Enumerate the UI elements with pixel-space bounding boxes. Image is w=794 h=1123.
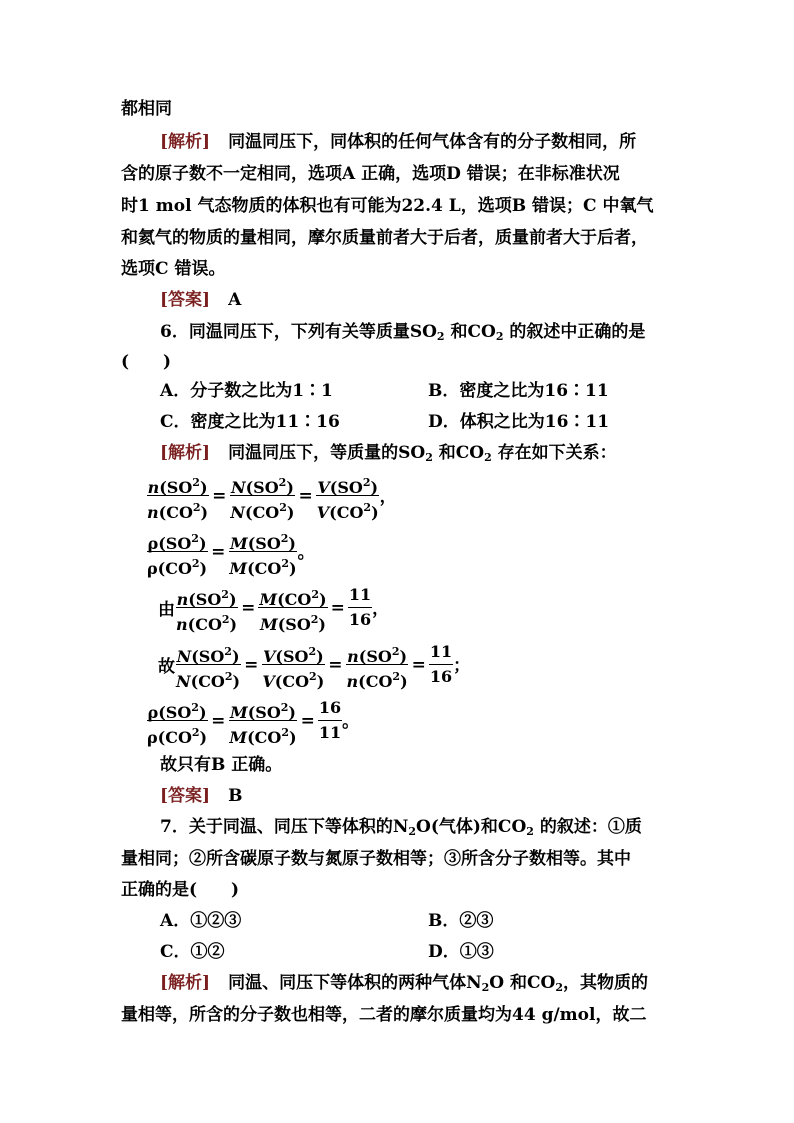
option-c: C．①② [160, 942, 225, 962]
text: 同温同压下，同体积的任何气体含有的分子数相同，所 [228, 132, 637, 152]
text: 同温、同压下等体积的两种气体N [228, 973, 482, 993]
text: 同温同压下，等质量的SO [228, 443, 426, 463]
analysis-tag: [解析] [160, 973, 211, 993]
text: 的叙述中正确的是 [503, 322, 646, 342]
text: O(气体)和CO [416, 817, 527, 837]
equation-5 [146, 696, 359, 745]
text: 故只有B 正确。 [160, 755, 283, 775]
fraction: $\frac{16}{11}$ [318, 698, 342, 742]
analysis-tag: [解析] [160, 443, 211, 463]
subscript: 2 [425, 451, 433, 464]
equals-sign: = [298, 485, 313, 506]
answer-line [160, 785, 242, 809]
fraction: $\frac{n(SO^2)}{n(CO^2)}$ [146, 471, 209, 520]
subscript: 2 [436, 330, 445, 343]
equation-2 [146, 527, 315, 576]
text-line [121, 163, 620, 187]
answer-tag: [答案] [160, 290, 211, 310]
text-line [121, 848, 631, 872]
text-line [121, 879, 239, 903]
fraction: $\frac{N(SO^2)}{N(CO^2)}$ [229, 471, 295, 520]
text-line [121, 227, 648, 251]
fraction: $\frac{M(SO^2)}{M(CO^2)}$ [228, 527, 297, 576]
subscript: 2 [484, 451, 492, 464]
text: 量相等，所含的分子数也相等，二者的摩尔质量均为44 g/mol，故二 [121, 1005, 647, 1025]
option-a: A．①②③ [160, 911, 242, 931]
prefix: 故 [158, 657, 175, 677]
fraction: $\frac{11}{16}$ [348, 585, 372, 629]
analysis-line [160, 442, 617, 466]
question-6 [160, 321, 645, 345]
text: 和CO [432, 443, 485, 463]
fraction: $\frac{V(SO^2)}{V(CO^2)}$ [316, 471, 380, 520]
subscript: 2 [408, 825, 417, 838]
fraction: $\frac{M(CO^2)}{M(SO^2)}$ [258, 583, 327, 632]
text: 都相同 [121, 99, 172, 119]
equals-sign: = [241, 597, 256, 618]
option-b: B．②③ [428, 911, 494, 931]
text: 时1 mol 气态物质的体积也有可能为22.4 L，选项B 错误；C 中氧气 [121, 196, 654, 216]
subscript: 2 [495, 330, 504, 343]
answer-line [160, 289, 241, 313]
text: 正确的是( ) [121, 880, 240, 900]
fraction: $\frac{\rho(SO^2)}{\rho(CO^2)}$ [146, 527, 208, 576]
punctuation: ， [379, 487, 397, 507]
subscript: 2 [481, 981, 490, 994]
analysis-line [160, 972, 648, 996]
option-a: A．分子数之比为1∶1 [160, 381, 333, 401]
text: ( ) [121, 352, 172, 372]
punctuation: ； [453, 656, 471, 676]
text-line [121, 195, 653, 219]
equals-sign: = [330, 597, 345, 618]
equation-4 [158, 640, 470, 689]
option-d: D．①③ [428, 942, 494, 962]
subscript: 2 [526, 825, 534, 838]
fraction: $\frac{n(SO^2)}{n(CO^2)}$ [346, 640, 409, 689]
text: 的叙述：①质 [533, 817, 642, 837]
fraction: $\frac{\rho(SO^2)}{\rho(CO^2)}$ [146, 696, 208, 745]
text-line [121, 258, 225, 282]
fraction: $\frac{N(SO^2)}{N(CO^2)}$ [175, 640, 241, 689]
equals-sign: = [411, 654, 426, 675]
answer-tag: [答案] [160, 786, 211, 806]
equals-sign: = [211, 710, 226, 731]
question-7 [160, 816, 642, 840]
fraction: $\frac{n(SO^2)}{n(CO^2)}$ [175, 583, 238, 632]
text: O 和CO [489, 973, 556, 993]
answer-value: B [228, 786, 243, 806]
equals-sign: = [244, 654, 259, 675]
answer-value: A [228, 290, 242, 310]
text: 和氦气的物质的量相同，摩尔质量前者大于后者，质量前者大于后者， [121, 228, 648, 248]
fraction: $\frac{11}{16}$ [429, 642, 453, 686]
conclusion-line [160, 754, 282, 778]
option-c: C．密度之比为11∶16 [160, 412, 340, 432]
fraction: $\frac{M(SO^2)}{M(CO^2)}$ [228, 696, 297, 745]
analysis-tag: [解析] [160, 132, 211, 152]
question-paren [121, 351, 171, 375]
punctuation: 。 [297, 543, 315, 563]
prefix: 由 [158, 600, 175, 620]
punctuation: ， [372, 599, 390, 619]
text: 量相同；②所含碳原子数与氮原子数相等；③所含分子数相等。其中 [121, 849, 631, 869]
equals-sign: = [328, 654, 343, 675]
equals-sign: = [211, 541, 226, 562]
equation-3 [158, 583, 389, 632]
text: 存在如下关系： [491, 443, 617, 463]
text: ，其物质的 [563, 973, 649, 993]
option-d: D．体积之比为16∶11 [428, 412, 610, 432]
option-b: B．密度之比为16∶11 [428, 381, 609, 401]
fraction: $\frac{V(SO^2)}{V(CO^2)}$ [261, 640, 325, 689]
text: 7．关于同温、同压下等体积的N [160, 817, 409, 837]
text: 6．同温同压下，下列有关等质量SO [160, 322, 437, 342]
text-line [121, 98, 172, 122]
equals-sign: = [300, 710, 315, 731]
subscript: 2 [555, 981, 564, 994]
text-line [121, 1004, 646, 1028]
text: 选项C 错误。 [121, 259, 226, 279]
punctuation: 。 [342, 712, 360, 732]
text: 含的原子数不一定相同，选项A 正确，选项D 错误；在非标准状况 [121, 164, 620, 184]
equals-sign: = [212, 485, 227, 506]
equation-1 [146, 471, 397, 520]
text: 和CO [444, 322, 496, 342]
analysis-line [160, 131, 636, 155]
